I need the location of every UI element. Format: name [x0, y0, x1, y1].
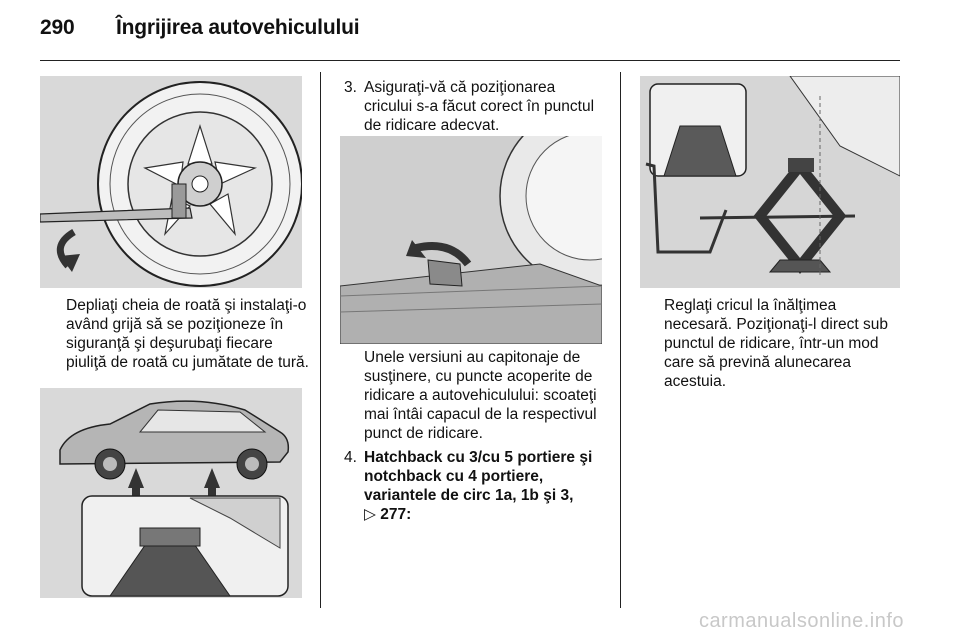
step-4-number: 4.: [344, 449, 357, 466]
column-divider-2: [620, 72, 621, 608]
page-reference-link[interactable]: 277:: [380, 506, 412, 523]
watermark: carmanualsonline.info: [698, 610, 904, 632]
page-header: [40, 16, 359, 40]
page-number: 290: [40, 16, 75, 39]
car-jacking-points-illustration: [40, 388, 302, 598]
step-4-text: Hatchback cu 3/cu 5 portiere şi notchback cu 4 portiere, variantele de circ 1a, 1b şi 3, ▷ 277:: [364, 449, 593, 523]
triangle-right-icon: ▷: [364, 506, 376, 523]
page-title: Îngrijirea autovehiculului: [116, 16, 360, 39]
step-3-number: 3.: [344, 79, 357, 96]
caption-wheel-wrench: Depliaţi cheia de roată şi instalaţi-o având grijă să se poziţioneze în siguranţă şi deşurubaţi fiecare piuliţă de roată cu jumătate de tură.: [66, 297, 309, 371]
jacking-point-cover-illustration: [340, 136, 602, 344]
column-divider-1: [320, 72, 321, 608]
header-rule: [40, 60, 900, 61]
step-3-text: Asiguraţi-vă că poziţionarea cricului s-a făcut corect în punctul de ridicare adecvat.: [364, 79, 595, 134]
padding-note: Unele versiuni au capitonaje de susţinere, cu puncte acoperite de ridicare a autovehiculului: scoateţi mai întâi capacul de la respectivul punct de ridicare.: [364, 349, 597, 442]
wheel-wrench-illustration: [40, 76, 302, 288]
caption-scissor-jack: Reglaţi cricul la înălţimea necesară. Poziţionaţi-l direct sub punctul de ridicare, într-un mod care să prevină alunecarea acestuia.: [664, 297, 889, 390]
scissor-jack-illustration: [640, 76, 900, 288]
